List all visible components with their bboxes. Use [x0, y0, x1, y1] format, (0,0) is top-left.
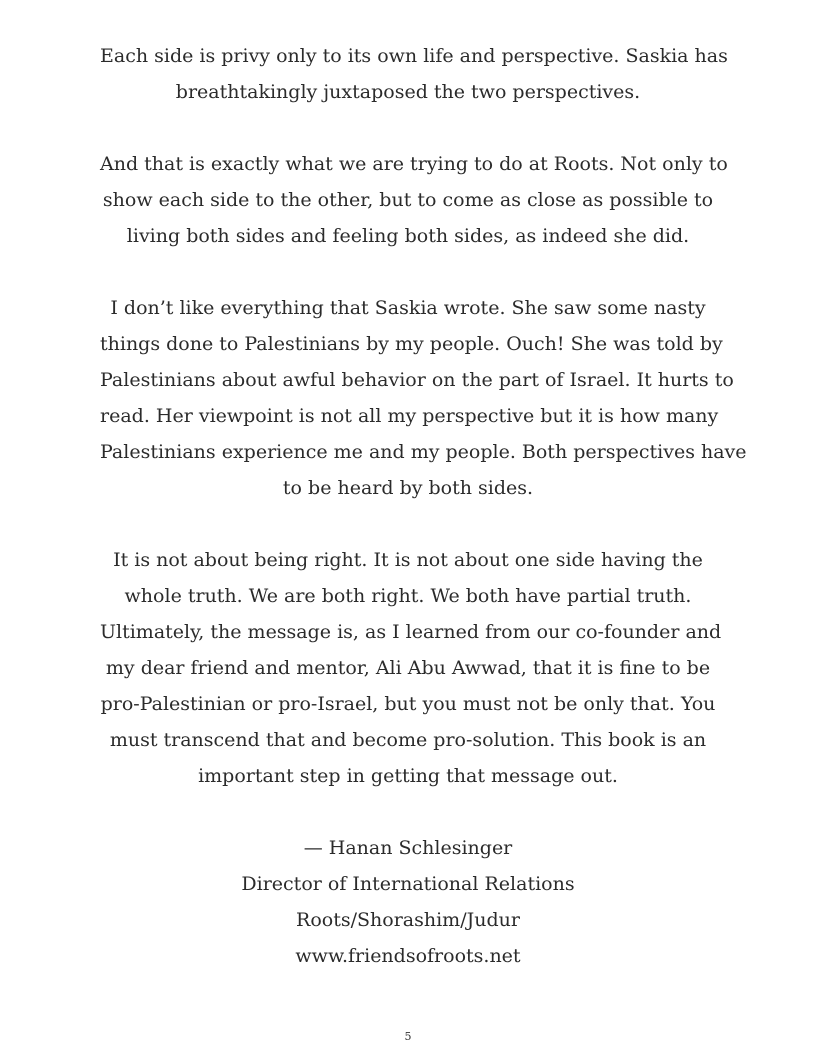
author-title: Director of International Relations [241, 873, 575, 895]
text-line: Each side is privy only to its own life and perspective. Saskia has [100, 45, 728, 67]
text-line: Ultimately, the message is, as I learned from our co-founder and [100, 621, 722, 643]
signature-block [100, 830, 716, 974]
text-line: important step in getting that message out. [198, 765, 618, 787]
text-line: Palestinians about awful behavior on the part of Israel. It hurts to [100, 369, 734, 391]
author-name: — Hanan Schlesinger [303, 837, 513, 859]
text-line: breathtakingly juxtaposed the two perspectives. [175, 81, 641, 103]
text-line: whole truth. We are both right. We both have partial truth. [124, 585, 692, 607]
text-line: read. Her viewpoint is not all my perspective but it is how many [100, 405, 719, 427]
text-line: show each side to the other, but to come as close as possible to [102, 189, 714, 211]
paragraph-3 [100, 290, 747, 506]
paragraph-1 [100, 38, 728, 110]
text-line: to be heard by both sides. [282, 477, 534, 499]
page-content [100, 38, 747, 974]
text-line: things done to Palestinians by my people. Ouch! She was told by [100, 333, 723, 355]
text-line: my dear friend and mentor, Ali Abu Awwad, that it is fine to be [105, 657, 711, 679]
text-line: It is not about being right. It is not about one side having the [113, 549, 703, 571]
author-website: www.friendsofroots.net [295, 945, 521, 967]
text-line: must transcend that and become pro-solution. This book is an [109, 729, 707, 751]
text-line: I don’t like everything that Saskia wrote. She saw some nasty [110, 297, 706, 319]
text-line: Palestinians experience me and my people. Both perspectives have [100, 441, 747, 463]
paragraph-2 [100, 146, 728, 254]
text-line: living both sides and feeling both sides, as indeed she did. [126, 225, 690, 247]
page-number: 5 [404, 1030, 412, 1043]
text-line: And that is exactly what we are trying to do at Roots. Not only to [100, 153, 728, 175]
text-line: pro-Palestinian or pro-Israel, but you must not be only that. You [100, 693, 716, 715]
paragraph-4 [100, 542, 722, 794]
author-organization: Roots/Shorashim/Judur [296, 909, 520, 931]
